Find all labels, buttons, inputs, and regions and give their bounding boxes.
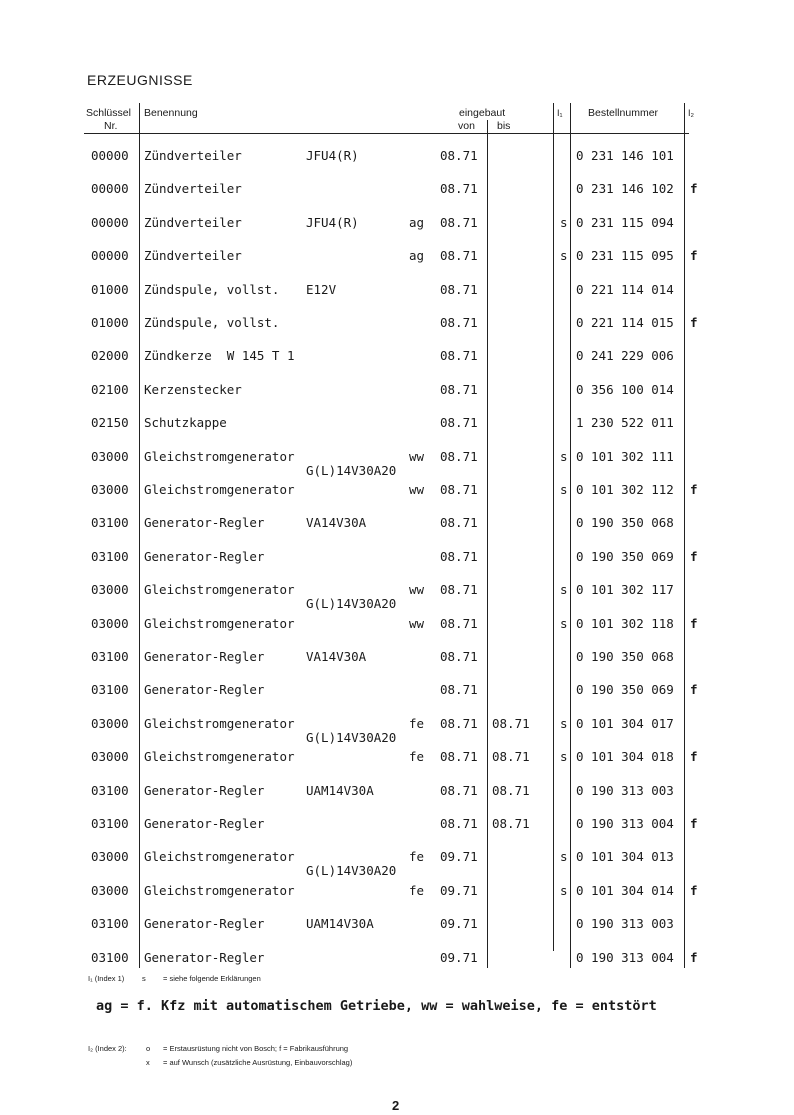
row-code: 02000 (91, 348, 129, 363)
row-best: 0 231 115 095 (576, 248, 674, 263)
row-typ: VA14V30A (306, 649, 367, 664)
row-code: 02100 (91, 382, 129, 397)
row-name: Generator-Regler (144, 783, 265, 798)
row-best: 0 101 304 013 (576, 849, 674, 864)
row-name: Zündverteiler (144, 181, 242, 196)
header-nr: Nr. (104, 120, 118, 132)
row-von: 08.71 (440, 382, 478, 397)
row-code: 03100 (91, 816, 129, 831)
row-bis: 08.71 (492, 816, 530, 831)
row-name: Zündspule, vollst. (144, 315, 280, 330)
row-note: fe (409, 716, 425, 731)
row-von: 09.71 (440, 849, 478, 864)
legend-index1-text: = siehe folgende Erklärungen (163, 974, 261, 983)
row-note: ag (409, 215, 425, 230)
row-von: 08.71 (440, 682, 478, 697)
row-code: 00000 (91, 215, 129, 230)
row-subtype: G(L)14V30A20 (306, 730, 397, 745)
row-von: 08.71 (440, 248, 478, 263)
legend-abbreviations: ag = f. Kfz mit automatischem Getriebe, ww = wahlweise, fe = entstört (96, 998, 657, 1014)
row-note: ww (409, 582, 425, 597)
row-subtype: G(L)14V30A20 (306, 596, 397, 611)
row-von: 09.71 (440, 883, 478, 898)
row-name: Zündkerze W 145 T 1 (144, 348, 295, 363)
row-name: Generator-Regler (144, 515, 265, 530)
row-name: Gleichstromgenerator (144, 883, 295, 898)
row-von: 08.71 (440, 515, 478, 530)
row-i1: s (560, 716, 568, 731)
row-best: 0 101 302 112 (576, 482, 674, 497)
row-code: 03100 (91, 783, 129, 798)
row-typ: VA14V30A (306, 515, 367, 530)
row-code: 03000 (91, 582, 129, 597)
row-code: 03000 (91, 883, 129, 898)
row-von: 08.71 (440, 282, 478, 297)
row-i2: f (690, 682, 698, 697)
row-i2: f (690, 482, 698, 497)
divider-best-i2 (684, 103, 685, 968)
row-code: 03100 (91, 916, 129, 931)
row-code: 00000 (91, 181, 129, 196)
row-i2: f (690, 549, 698, 564)
row-i2: f (690, 616, 698, 631)
row-subtype: G(L)14V30A20 (306, 463, 397, 478)
row-i2: f (690, 749, 698, 764)
row-i1: s (560, 849, 568, 864)
row-name: Generator-Regler (144, 916, 265, 931)
row-best: 0 101 304 017 (576, 716, 674, 731)
row-best: 0 190 350 068 (576, 515, 674, 530)
row-code: 01000 (91, 282, 129, 297)
row-von: 08.71 (440, 749, 478, 764)
page-number: 2 (392, 1098, 400, 1113)
row-von: 08.71 (440, 716, 478, 731)
legend-index2-o-text: = Erstausrüstung nicht von Bosch; f = Fabrikausführung (163, 1044, 349, 1053)
row-von: 08.71 (440, 582, 478, 597)
row-code: 01000 (91, 315, 129, 330)
row-best: 1 230 522 011 (576, 415, 674, 430)
row-von: 08.71 (440, 215, 478, 230)
legend-index2-x-text: = auf Wunsch (zusätzliche Ausrüstung, Einbauvorschlag) (163, 1058, 353, 1067)
divider-code (139, 103, 140, 968)
row-von: 08.71 (440, 348, 478, 363)
row-von: 08.71 (440, 449, 478, 464)
row-best: 0 101 302 117 (576, 582, 674, 597)
row-von: 09.71 (440, 950, 478, 965)
row-name: Zündspule, vollst. (144, 282, 280, 297)
row-von: 09.71 (440, 916, 478, 931)
row-name: Gleichstromgenerator (144, 749, 295, 764)
row-best: 0 356 100 014 (576, 382, 674, 397)
row-best: 0 101 304 014 (576, 883, 674, 898)
row-code: 03100 (91, 515, 129, 530)
header-bis: bis (497, 120, 511, 132)
row-note: ww (409, 449, 425, 464)
row-code: 00000 (91, 148, 129, 163)
row-von: 08.71 (440, 783, 478, 798)
row-code: 00000 (91, 248, 129, 263)
row-best: 0 190 350 068 (576, 649, 674, 664)
row-best: 0 190 350 069 (576, 682, 674, 697)
row-i1: s (560, 248, 568, 263)
row-best: 0 231 146 102 (576, 181, 674, 196)
row-i1: s (560, 749, 568, 764)
row-typ: E12V (306, 282, 337, 297)
row-i1: s (560, 449, 568, 464)
row-typ: JFU4(R) (306, 148, 359, 163)
row-i2: f (690, 181, 698, 196)
row-typ: UAM14V30A (306, 783, 374, 798)
row-von: 08.71 (440, 649, 478, 664)
divider-von-bis (487, 120, 488, 968)
row-i2: f (690, 315, 698, 330)
row-name: Generator-Regler (144, 649, 265, 664)
row-i2: f (690, 248, 698, 263)
row-i2: f (690, 883, 698, 898)
row-von: 08.71 (440, 181, 478, 196)
row-name: Zündverteiler (144, 248, 242, 263)
row-i2: f (690, 950, 698, 965)
row-note: fe (409, 749, 425, 764)
row-note: fe (409, 883, 425, 898)
row-note: ww (409, 616, 425, 631)
row-best: 0 101 302 111 (576, 449, 674, 464)
row-code: 03000 (91, 849, 129, 864)
legend-index2-label: I₂ (Index 2): (88, 1044, 127, 1053)
legend-index2-o: o (146, 1044, 151, 1053)
row-name: Generator-Regler (144, 549, 265, 564)
row-name: Generator-Regler (144, 950, 265, 965)
legend-index1-label: I₁ (Index 1) (88, 974, 125, 983)
legend-index2-x: x (146, 1058, 150, 1067)
row-code: 03100 (91, 649, 129, 664)
header-index2: I₂ (688, 108, 694, 118)
row-best: 0 231 146 101 (576, 148, 674, 163)
row-von: 08.71 (440, 148, 478, 163)
row-note: ww (409, 482, 425, 497)
divider-bis-i1 (553, 103, 554, 951)
header-benennung: Benennung (144, 107, 198, 119)
row-code: 03000 (91, 616, 129, 631)
row-best: 0 190 350 069 (576, 549, 674, 564)
row-name: Generator-Regler (144, 682, 265, 697)
row-bis: 08.71 (492, 749, 530, 764)
row-name: Generator-Regler (144, 816, 265, 831)
row-code: 03000 (91, 449, 129, 464)
legend-index1-s: s (142, 974, 146, 983)
row-best: 0 190 313 003 (576, 916, 674, 931)
row-i1: s (560, 215, 568, 230)
row-name: Gleichstromgenerator (144, 849, 295, 864)
row-best: 0 231 115 094 (576, 215, 674, 230)
row-name: Zündverteiler (144, 148, 242, 163)
row-name: Gleichstromgenerator (144, 582, 295, 597)
row-best: 0 190 313 004 (576, 950, 674, 965)
header-eingebaut: eingebaut (459, 107, 506, 119)
row-name: Gleichstromgenerator (144, 616, 295, 631)
row-typ: JFU4(R) (306, 215, 359, 230)
row-note: ag (409, 248, 425, 263)
row-code: 03100 (91, 950, 129, 965)
header-schluessel: Schlüssel (86, 107, 131, 119)
row-name: Gleichstromgenerator (144, 449, 295, 464)
row-i1: s (560, 616, 568, 631)
row-von: 08.71 (440, 549, 478, 564)
row-name: Gleichstromgenerator (144, 482, 295, 497)
row-typ: UAM14V30A (306, 916, 374, 931)
row-best: 0 190 313 004 (576, 816, 674, 831)
header-index1: I₁ (557, 108, 563, 118)
row-von: 08.71 (440, 415, 478, 430)
row-name: Gleichstromgenerator (144, 716, 295, 731)
row-code: 03000 (91, 716, 129, 731)
page-title: ERZEUGNISSE (87, 72, 193, 88)
row-code: 03100 (91, 682, 129, 697)
row-i1: s (560, 582, 568, 597)
row-best: 0 221 114 014 (576, 282, 674, 297)
row-name: Kerzenstecker (144, 382, 242, 397)
row-i1: s (560, 883, 568, 898)
header-von: von (458, 120, 475, 132)
header-bestellnummer: Bestellnummer (588, 107, 659, 119)
row-code: 02150 (91, 415, 129, 430)
row-code: 03000 (91, 482, 129, 497)
row-code: 03000 (91, 749, 129, 764)
row-best: 0 101 302 118 (576, 616, 674, 631)
row-note: fe (409, 849, 425, 864)
divider-i1-best (570, 103, 571, 968)
row-von: 08.71 (440, 482, 478, 497)
row-i2: f (690, 816, 698, 831)
header-rule (84, 133, 689, 134)
row-best: 0 190 313 003 (576, 783, 674, 798)
row-von: 08.71 (440, 816, 478, 831)
row-i1: s (560, 482, 568, 497)
row-bis: 08.71 (492, 783, 530, 798)
row-best: 0 101 304 018 (576, 749, 674, 764)
row-name: Zündverteiler (144, 215, 242, 230)
row-subtype: G(L)14V30A20 (306, 863, 397, 878)
row-code: 03100 (91, 549, 129, 564)
row-best: 0 241 229 006 (576, 348, 674, 363)
row-name: Schutzkappe (144, 415, 227, 430)
row-best: 0 221 114 015 (576, 315, 674, 330)
row-bis: 08.71 (492, 716, 530, 731)
row-von: 08.71 (440, 616, 478, 631)
row-von: 08.71 (440, 315, 478, 330)
